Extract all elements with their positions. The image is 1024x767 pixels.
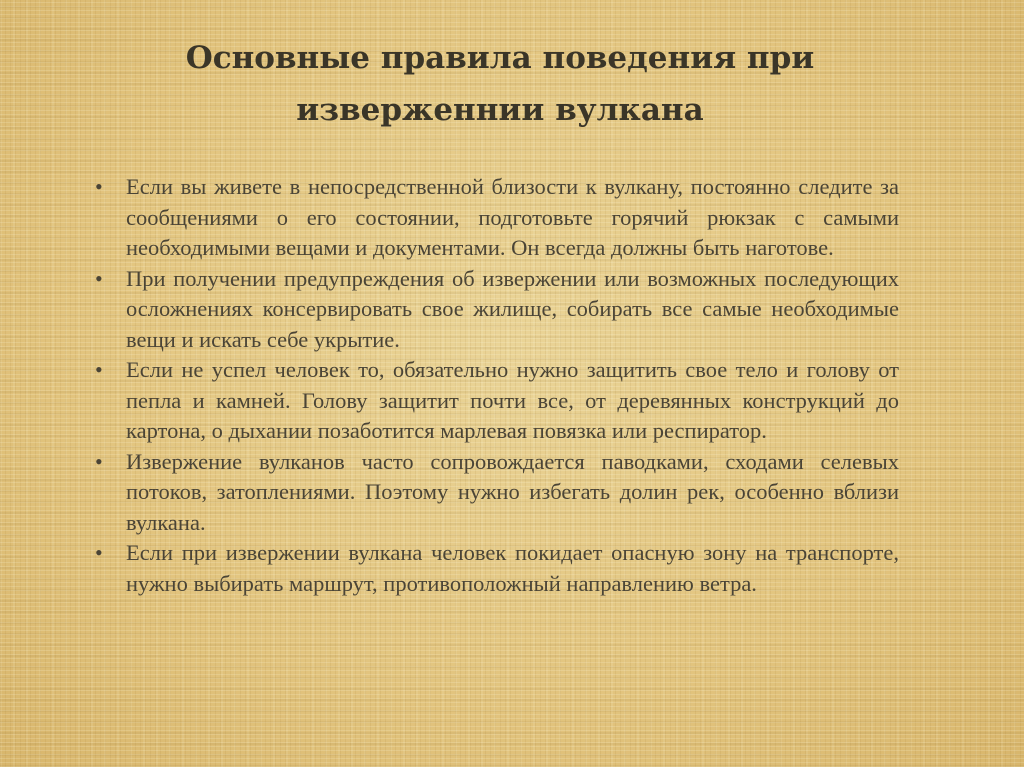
- bullet-icon: •: [95, 540, 103, 565]
- bullet-icon: •: [95, 265, 103, 291]
- list-item: [95, 264, 899, 356]
- list-item-text: Если при извержении вулкана человек покидает опасную зону на транспорте, нужно выбирать маршрут, противоположный направлению ветра.: [126, 540, 899, 596]
- list-item: [95, 172, 899, 264]
- list-item-text: Извержение вулканов часто сопровождается паводками, сходами селевых потоков, затоплениями. Поэтому нужно избегать долин рек, особенно вблизи вулкана.: [126, 448, 899, 535]
- bullet-icon: •: [95, 174, 103, 199]
- list-item: [95, 538, 899, 599]
- bullet-icon: •: [95, 448, 103, 474]
- list-item: [95, 447, 899, 539]
- slide-title: Основные правила поведения при изверженнии вулкана: [185, 40, 815, 128]
- list-item-text: Если вы живете в непосредственной близости к вулкану, постоянно следите за сообщениями о его состоянии, подготовьте горячий рюкзак с самыми необходимыми вещами и документами. Он всегда должны быть наготове.: [126, 174, 899, 260]
- list-item-text: При получении предупреждения об извержении или возможных последующих осложнениях консервировать свое жилище, собирать все самые необходимые вещи и искать себе укрытие.: [126, 265, 899, 352]
- list-item-text: Если не успел человек то, обязательно нужно защитить свое тело и голову от пепла и камней. Голову защитит почти все, от деревянных конструкций до картона, о дыхании позаботится марлевая повязка или респиратор.: [126, 357, 899, 443]
- bullet-icon: •: [95, 357, 103, 382]
- list-item: [95, 355, 899, 447]
- bullet-list: [95, 172, 899, 599]
